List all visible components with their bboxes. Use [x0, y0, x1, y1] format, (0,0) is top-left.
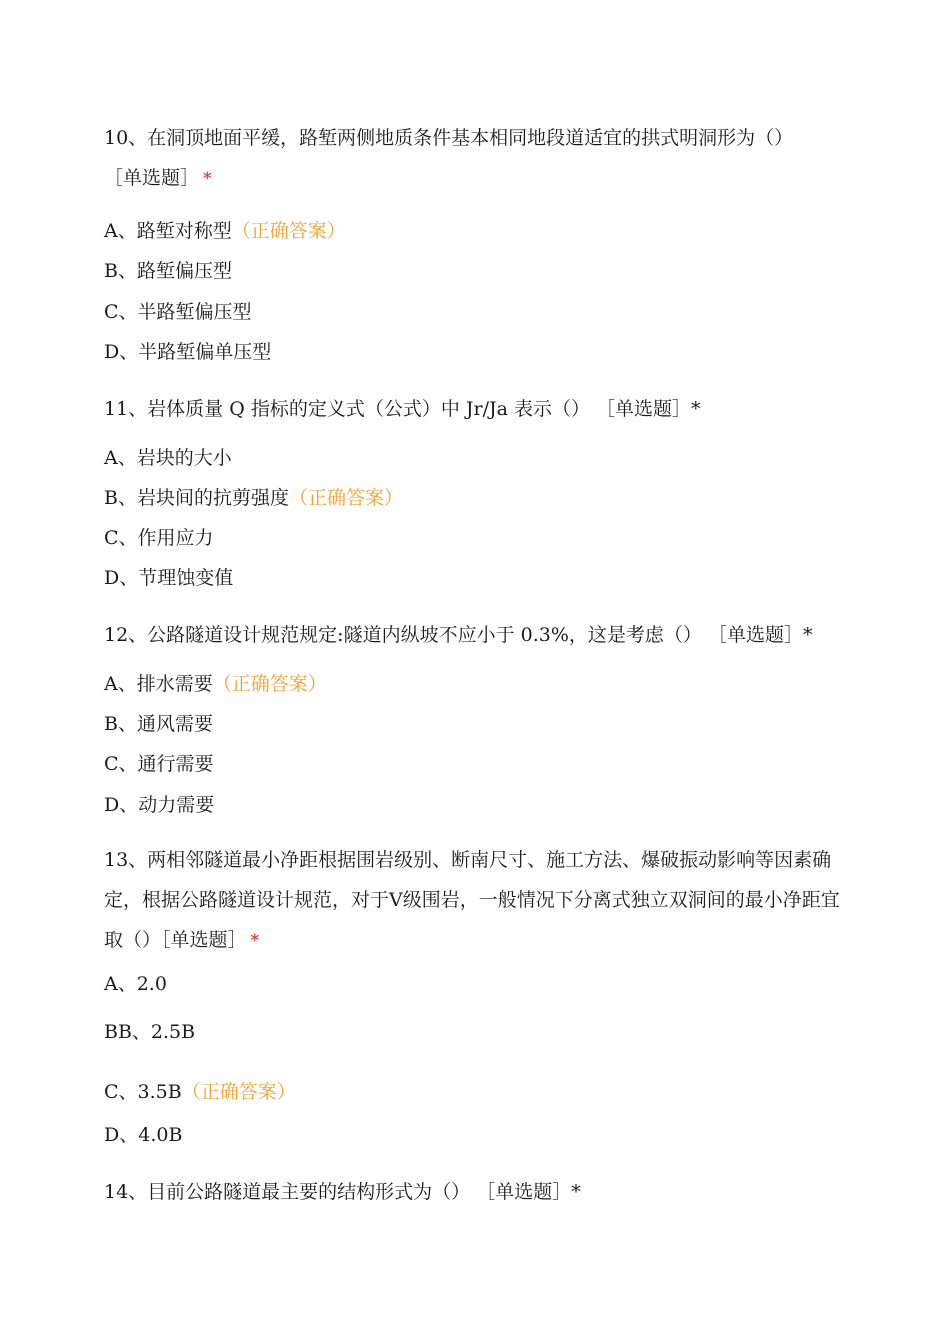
question-10 [104, 118, 844, 199]
option-c[interactable]: C、3.5B（正确答案） [104, 1081, 296, 1103]
required-mark: * [203, 169, 212, 189]
option-a[interactable]: A、排水需要（正确答案） [104, 673, 327, 695]
option-b[interactable]: B、岩块间的抗剪强度（正确答案） [104, 487, 403, 509]
option-a[interactable]: A、路堑对称型（正确答案） [104, 220, 346, 242]
question-text: 12、公路隧道设计规范规定:隧道内纵坡不应小于 0.3%，这是考虑（） [104, 624, 702, 646]
question-text: 13、两相邻隧道最小净距根据围岩级别、断南尺寸、施工方法、爆破振动影响等因素确定，根据公路隧道设计规范，对于Ⅴ级围岩，一般情况下分离式独立双洞间的最小净距宜取（） [104, 849, 840, 951]
option-c[interactable]: C、半路堑偏压型 [104, 301, 252, 323]
option-b[interactable]: B、路堑偏压型 [104, 260, 232, 282]
correct-answer-tag: （正确答案） [288, 487, 403, 509]
question-text: 10、在洞顶地面平缓，路堑两侧地质条件基本相同地段道适宜的拱式明洞形为（） ［单选题］ * [104, 127, 794, 189]
correct-answer-tag: （正确答案） [181, 1081, 296, 1103]
option-d[interactable]: D、半路堑偏单压型 [104, 341, 272, 363]
option-c[interactable]: C、通行需要 [104, 753, 214, 775]
option-c[interactable]: C、作用应力 [104, 527, 214, 549]
question-11 [104, 397, 844, 421]
option-b[interactable]: BB、2.5B [104, 1021, 196, 1043]
required-mark: * [571, 1181, 581, 1203]
question-text: 14、目前公路隧道最主要的结构形式为（） [104, 1181, 471, 1203]
question-text: 11、岩体质量 Q 指标的定义式（公式）中 Jr/Ja 表示（） [104, 398, 590, 420]
question-12 [104, 623, 844, 647]
required-mark: * [802, 624, 813, 646]
option-b[interactable]: B、通风需要 [104, 713, 213, 735]
required-mark: * [250, 931, 260, 951]
question-14 [104, 1180, 844, 1204]
option-a[interactable]: A、岩块的大小 [104, 447, 232, 469]
question-type: ［单选题］ [476, 1181, 572, 1203]
question-13 [104, 840, 844, 961]
question-type: ［单选题］ [104, 167, 200, 189]
correct-answer-tag: （正确答案） [212, 673, 327, 695]
option-d[interactable]: D、动力需要 [104, 794, 215, 816]
option-d[interactable]: D、4.0B [104, 1124, 183, 1146]
question-type: ［单选题］ [707, 624, 803, 646]
question-type: ［单选题］ [596, 398, 692, 420]
required-mark: * [691, 398, 701, 420]
question-type: ［单选题］ [161, 929, 247, 951]
option-d[interactable]: D、节理蚀变值 [104, 567, 234, 589]
correct-answer-tag: （正确答案） [231, 220, 346, 242]
option-a[interactable]: A、2.0 [104, 973, 167, 995]
